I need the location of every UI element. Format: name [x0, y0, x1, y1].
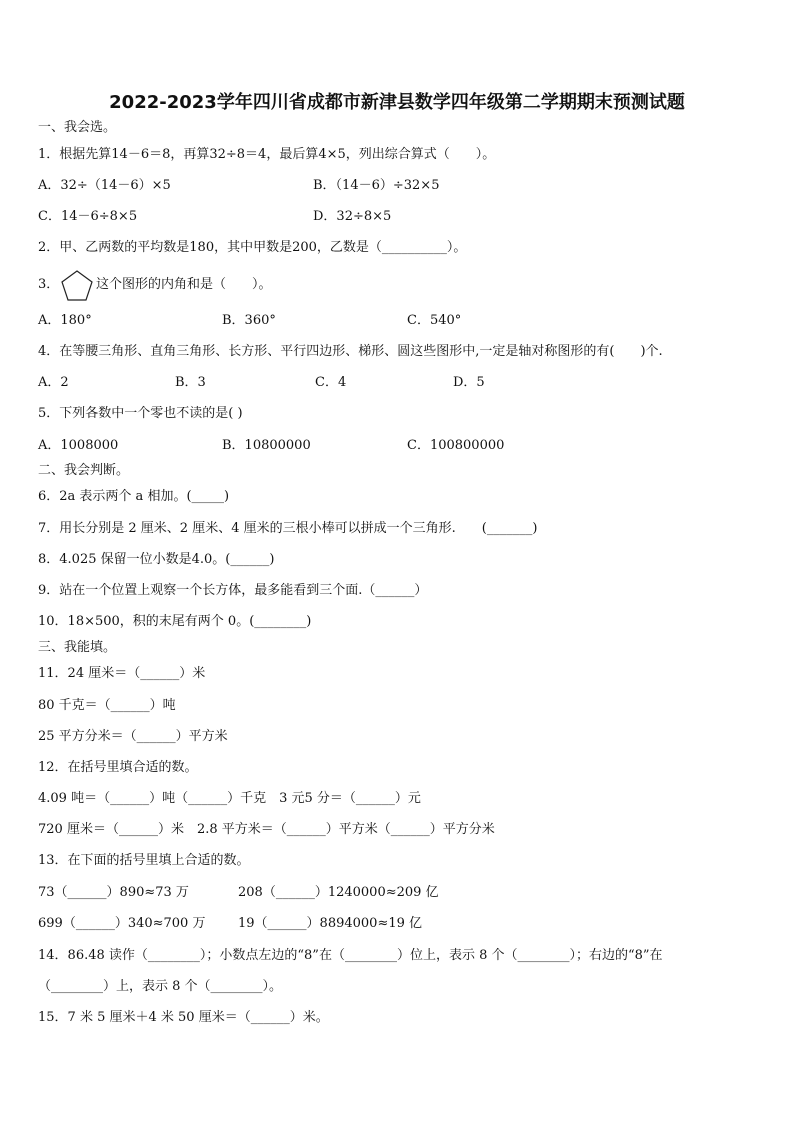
section-heading-judge: 二、我会判断。 — [38, 463, 130, 478]
question-7: 7．用长分别是 2 厘米、2 厘米、4 厘米的三根小棒可以拼成一个三角形. (_______) — [38, 521, 538, 536]
question-3-number: 3． — [38, 277, 60, 292]
question-4-option-d: D．5 — [453, 375, 485, 390]
question-2: 2．甲、乙两数的平均数是180，其中甲数是200，乙数是（__________）。 — [38, 240, 467, 255]
question-1-option-d: D．32÷8×5 — [313, 209, 392, 224]
question-5-option-a: A．1008000 — [38, 438, 119, 453]
question-1: 1．根据先算14－6＝8，再算32÷8＝4，最后算4×5，列出综合算式（ ）。 — [38, 147, 496, 162]
question-1-option-c: C．14－6÷8×5 — [38, 209, 138, 224]
question-5-option-c: C．100800000 — [407, 438, 505, 453]
question-8: 8．4.025 保留一位小数是4.0。(______) — [38, 552, 275, 567]
question-4: 4．在等腰三角形、直角三角形、长方形、平行四边形、梯形、圆这些图形中,一定是轴对称图形的有( )个. — [38, 344, 663, 359]
question-3-option-a: A．180° — [38, 313, 92, 328]
section-heading-choice: 一、我会选。 — [38, 120, 117, 135]
page-title: 2022-2023学年四川省成都市新津县数学四年级第二学期期末预测试题 — [109, 92, 685, 113]
question-1-option-b: B．（14－6）÷32×5 — [313, 178, 440, 193]
question-5-option-b: B．10800000 — [222, 438, 311, 453]
question-15: 15．7 米 5 厘米＋4 米 50 厘米＝（______）米。 — [38, 1010, 329, 1025]
question-11-line-3: 25 平方分米＝（______）平方米 — [38, 729, 228, 744]
question-14-line-1: 14．86.48 读作（________）；小数点左边的“8”在（________）位上，表示 8 个（________）；右边的“8”在 — [38, 948, 663, 963]
question-3: 这个图形的内角和是（ ）。 — [96, 277, 272, 292]
question-5: 5．下列各数中一个零也不读的是( ) — [38, 406, 243, 421]
question-3-option-b: B．360° — [222, 313, 276, 328]
question-4-option-b: B．3 — [175, 375, 206, 390]
question-12-line-2: 720 厘米＝（______）米 2.8 平方米＝（______）平方米（______）平方分米 — [38, 822, 495, 837]
question-13-item-c: 699（______）340≈700 万 — [38, 916, 206, 931]
question-12: 12．在括号里填合适的数。 — [38, 760, 198, 775]
question-13-item-b: 208（______）1240000≈209 亿 — [238, 885, 439, 900]
question-1-option-a: A．32÷（14－6）×5 — [38, 178, 171, 193]
question-6: 6．2a 表示两个 a 相加。(_____) — [38, 489, 230, 504]
question-12-line-1: 4.09 吨＝（______）吨（______）千克 3 元5 分＝（______）元 — [38, 791, 421, 806]
pentagon-figure — [60, 269, 94, 302]
question-11-line-2: 80 千克＝（______）吨 — [38, 698, 176, 713]
question-11-line-1: 11．24 厘米＝（______）米 — [38, 666, 206, 681]
question-14-line-2: （________）上，表示 8 个（________）。 — [38, 979, 283, 994]
question-4-option-a: A．2 — [38, 375, 69, 390]
question-13-item-d: 19（______）8894000≈19 亿 — [238, 916, 423, 931]
question-10: 10．18×500，积的末尾有两个 0。(________) — [38, 614, 312, 629]
question-13-item-a: 73（______）890≈73 万 — [38, 885, 189, 900]
question-9: 9．站在一个位置上观察一个长方体，最多能看到三个面.（______） — [38, 583, 428, 598]
question-3-option-c: C．540° — [407, 313, 462, 328]
question-4-option-c: C．4 — [315, 375, 347, 390]
section-heading-fill: 三、我能填。 — [38, 640, 117, 655]
question-13: 13．在下面的括号里填上合适的数。 — [38, 853, 250, 868]
